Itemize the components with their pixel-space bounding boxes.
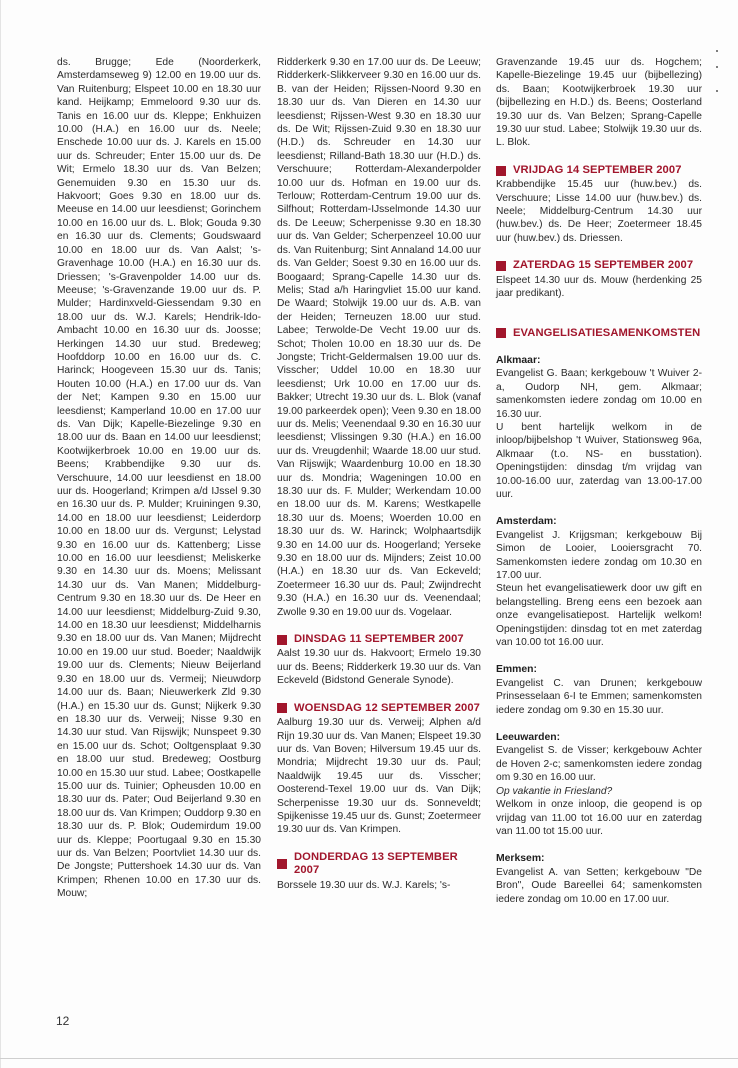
bottom-rule <box>0 1058 738 1059</box>
location-title-amsterdam: Amsterdam: <box>496 516 557 528</box>
margin-dot <box>716 66 718 68</box>
page-number: 12 <box>56 1014 70 1028</box>
heading-square-icon <box>496 166 506 176</box>
column-1 <box>57 56 261 901</box>
section-heading-evangelisatie <box>496 327 702 340</box>
column-2 <box>277 56 481 892</box>
leeuwarden-text-2: Op vakantie in Friesland? <box>496 785 613 797</box>
donderdag-text-continued: Gravenzande 19.45 uur ds. Hogchem; Kapelle-Biezelinge 19.45 uur (bijbellezing) ds. Baan; Kootwijkerbroek 19.30 uur (bijbellezing en H.D.) ds. Beens; Oosterland 19.30 uur ds. Van Belzen; Sprang-Capelle 19.30 uur stud. Labee; Stolwijk 19.30 uur ds. L. Blok. <box>496 57 702 149</box>
amsterdam-text-2: Steun het evangelisatiewerk door uw gift en belangstelling. Breng eens een bezoek aan onze evangelisatiepost. Hartelijk welkom! Openingstijden: dinsdag tot en met zaterdag van 10.00 tot 16.00 uur. <box>496 583 702 649</box>
donderdag-text: Borssele 19.30 uur ds. W.J. Karels; 's- <box>277 879 451 891</box>
heading-square-icon <box>277 635 287 645</box>
leeuwarden-text-1: Evangelist S. de Visser; kerkgebouw Achter de Hoven 2-c; samenkomsten iedere zondag om 9.30 en 16.00 uur. <box>496 745 702 784</box>
section-heading-donderdag <box>277 851 481 878</box>
location-title-merksem: Merksem: <box>496 853 545 865</box>
merksem-text: Evangelist A. van Setten; kerkgebouw "De Bron", Oude Bareellei 64; samenkomsten iedere zondag om 10.00 en 17.00 uur. <box>496 866 702 905</box>
section-heading-woensdag <box>277 702 481 715</box>
heading-label: DONDERDAG 13 SEPTEMBER 2007 <box>294 850 458 877</box>
heading-label: ZATERDAG 15 SEPTEMBER 2007 <box>513 259 694 272</box>
heading-square-icon <box>496 328 506 338</box>
heading-square-icon <box>277 859 287 869</box>
alkmaar-text-1: Evangelist G. Baan; kerkgebouw 't Wuiver 2-a, Oudorp NH, gem. Alkmaar; samenkomsten iedere zondag om 10.00 en 16.30 uur. <box>496 368 702 420</box>
location-title-alkmaar: Alkmaar: <box>496 354 541 366</box>
emmen-text: Evangelist C. van Drunen; kerkgebouw Prinsesselaan 6-I te Emmen; samenkomsten iedere zondag om 9.30 en 15.30 uur. <box>496 677 702 716</box>
heading-label: WOENSDAG 12 SEPTEMBER 2007 <box>294 701 481 714</box>
sunday-services-text-1: ds. Brugge; Ede (Noorderkerk, Amsterdamseweg 9) 12.00 en 19.00 uur ds. Van Ruitenburg; Elspeet 10.00 en 18.30 uur kand. Heijkamp; Emmeloord 9.30 uur ds. Tanis en 16.00 uur ds. Kleppe; Enkhuizen 10.00 (H.A.) en 16.00 uur ds. Neele; Enschede 10.00 uur ds. J. Karels en 15.00 uur ds. Schreuder; Enter 15.00 uur ds. De Wit; Ermelo 18.30 uur ds. Van Belzen; Genemuiden 9.30 en 15.30 uur ds. Hakvoort; Goes 9.30 en 18.00 uur ds. Meeuse en 14.00 uur leesdienst; Gorinchem 10.00 en 16.00 uur ds. L. Blok; Gouda 9.30 en 16.30 uur ds. Clements; Goudswaard 10.00 en 18.00 uur ds. Van Aalst; 's-Gravenhage 10.00 (H.A.) en 16.30 uur ds. Driessen; 's-Gravenpolder 14.00 uur ds. Meeuse; 's-Gravenzande 19.00 uur ds. P. Mulder; Hardinxveld-Giessendam 9.30 en 18.00 uur ds. W.J. Karels; Hendrik-Ido-Ambacht 10.00 en 16.30 uur ds. Joosse; Herkingen 14.30 uur stud. Bredeweg; Hoofddorp 10.00 en 16.00 uur ds. C. Harinck; Hoogeveen 15.30 uur ds. Tanis; Houten 10.00 (H.A.) en 17.00 uur ds. Van der Net; Kampen 9.30 en 15.00 uur leesdienst; Kamperland 10.00 en 17.00 uur ds. Van Dijk; Kapelle-Biezelinge 9.30 en 18.00 uur ds. Baan en 14.00 uur leesdienst; Kootwijkerbroek 10.00 en 19.00 uur ds. Beens; Krabbendijke 9.30 uur ds. Verschuure, 14.00 uur leesdienst en 18.00 uur ds. Hoogerland; Krimpen a/d IJssel 9.30 en 16.30 uur ds. P. Mulder; Kruiningen 9.30, 14.00 en 18.00 uur leesdienst; Leiderdorp 10.00 en 18.00 uur ds. Vergunst; Lelystad 9.30 en 16.00 uur ds. Kattenberg; Lisse 10.00 en 16.00 uur leesdienst; Meliskerke 9.30 en 14.30 uur ds. Moens; Melissant 14.30 uur ds. Van Manen; Middelburg-Centrum 9.30 en 18.30 uur ds. De Heer en 14.00 uur leesdienst; Middelburg-Zuid 9.30, 14.00 en 18.30 uur leesdienst; Middelharnis 9.30 en 18.00 uur ds. Van Manen; Mijdrecht 10.00 en 19.00 uur stud. Boeder; Naaldwijk 19.00 uur ds. Clements; Nieuw Beijerland 9.30 en 18.00 uur ds. Vermeij; Nieuwdorp 14.00 uur ds. Baan; Nieuwerkerk Zld 9.30 (H.A.) en 15.30 uur ds. Gunst; Nijkerk 9.30 en 18.30 uur ds. Verweij; Nisse 9.30 en 14.30 uur stud. Van Rijswijk; Nunspeet 9.30 en 15.00 uur ds. Schot; Ooltgensplaat 9.30 en 18.00 uur stud. Bredeweg; Oostburg 10.00 en 15.30 uur stud. Labee; Oostkapelle 15.00 uur ds. Tuinier; Opheusden 10.00 en 18.30 uur ds. Pater; Oud Beijerland 9.30 en 18.00 uur ds. Van Krimpen; Ouddorp 9.30 en 18.30 uur ds. P. Blok; Oudemirdum 19.00 uur ds. Kleppe; Poortugaal 9.30 en 15.30 uur ds. Van Belzen; Poortvliet 14.30 uur ds. De Jongste; Puttershoek 14.30 uur ds. Van Krimpen; Rhenen 10.00 en 17.30 uur ds. Mouw; <box>57 57 261 900</box>
zaterdag-text: Elspeet 14.30 uur ds. Mouw (herdenking 25 jaar predikant). <box>496 274 702 300</box>
heading-label: VRIJDAG 14 SEPTEMBER 2007 <box>513 163 682 176</box>
sunday-services-text-2: Ridderkerk 9.30 en 17.00 uur ds. De Leeuw; Ridderkerk-Slikkerveer 9.30 en 16.00 uur ds. B. van der Heiden; Rijssen-Noord 9.30 en 18.30 uur ds. Van Dieren en 14.30 uur leesdienst; Rijssen-West 9.30 en 18.30 uur ds. De Wit; Rijssen-Zuid 9.30 en 18.30 uur (H.D.) ds. Schreuder en 14.30 uur leesdienst; Rilland-Bath 18.30 uur (H.D.) ds. Verschuure; Rotterdam-Alexanderpolder 10.00 uur ds. Hofman en 19.00 uur ds. Terlouw; Rotterdam-Centrum 19.00 uur ds. Silfhout; Rotterdam-IJsselmonde 14.30 uur ds. De Leeuw; Scherpenisse 9.30 en 18.30 uur ds. Van Gelder; Scherpenzeel 10.00 uur ds. Van Ruitenburg; Sint Annaland 14.00 uur ds. Van Gelder; Soest 9.30 en 16.00 uur ds. Boogaard; Sprang-Capelle 14.30 uur ds. Melis; Stad a/h Haringvliet 15.00 uur kand. De Waard; Stolwijk 19.00 uur ds. A.B. van der Heiden; Terneuzen 18.00 uur stud. Labee; Terwolde-De Vecht 19.00 uur ds. Schot; Tholen 10.00 en 18.30 uur ds. De Jongste; Tricht-Geldermalsen 19.00 uur ds. Visscher; Uddel 10.00 en 18.30 uur leesdienst; Urk 10.00 en 17.00 uur ds. Bakker; Utrecht 19.30 uur ds. L. Blok (vanaf 19.00 parkeerdek open); Veen 9.30 en 18.00 uur ds. Melis; Veenendaal 9.30 en 16.30 uur leesdienst; Vlissingen 9.30 (H.A.) en 16.00 uur ds. Vreugdenhil; Waarde 18.00 uur stud. Van Rijswijk; Waardenburg 10.00 en 18.30 uur ds. Mondria; Wageningen 10.00 en 18.30 uur ds. F. Mulder; Werkendam 10.00 en 18.00 uur ds. M. Karens; Westkapelle 18.30 uur ds. Moens; Woerden 10.00 en 18.30 uur ds. W. Harinck; Wolphaartsdijk 9.30 en 14.00 uur ds. Hoogerland; Yerseke 9.30 en 18.00 uur ds. Mijnders; Zeist 10.00 (H.A.) en 18.30 uur ds. Van Eckeveld; Zoetermeer 16.30 uur ds. Paul; Zwijndrecht 9.30 (H.A.) en 16.30 uur ds. Veenendaal; Zwolle 9.30 en 19.00 uur ds. Vogelaar. <box>277 57 481 618</box>
heading-label: DINSDAG 11 SEPTEMBER 2007 <box>294 633 464 646</box>
margin-dot <box>716 90 718 92</box>
amsterdam-text-1: Evangelist J. Krijgsman; kerkgebouw Bij Simon de Looier, Looiersgracht 70. Samenkomsten iedere zondag om 10.30 en 17.00 uur. <box>496 529 702 581</box>
woensdag-text: Aalburg 19.30 uur ds. Verweij; Alphen a/d Rijn 19.30 uur ds. Van Manen; Elspeet 19.30 uur ds. Van Boven; Hilversum 19.45 uur ds. Mondria; Mijdrecht 19.30 uur ds. Paul; Naaldwijk 19.45 uur ds. Visscher; Oosterend-Texel 19.00 uur ds. Van Dijk; Scherpenisse 19.30 uur ds. Sonneveldt; Spijkenisse 19.45 uur ds. Gunst; Zoetermeer 19.30 uur ds. Van Krimpen. <box>277 717 481 836</box>
column-3 <box>496 56 702 906</box>
location-title-leeuwarden: Leeuwarden: <box>496 732 561 744</box>
vrijdag-text: Krabbendijke 15.45 uur (huw.bev.) ds. Verschuure; Lisse 14.00 uur (huw.bev.) ds. Neele; Middelburg-Centrum 14.30 uur (huw.bev.) ds. De Heer; Zoetermeer 18.45 uur (huw.bev.) ds. Driessen. <box>496 179 702 244</box>
alkmaar-text-2: U bent hartelijk welkom in de inloop/bijbelshop 't Wuiver, Stationsweg 96a, Alkmaar (t.o. NS- en busstation). Openingstijden: dinsdag t/m vrijdag van 10.00-16.00 uur, zaterdag van 13.00-17.00 uur. <box>496 421 702 500</box>
heading-square-icon <box>496 261 506 271</box>
section-heading-vrijdag <box>496 164 702 177</box>
section-heading-dinsdag <box>277 633 481 646</box>
location-title-emmen: Emmen: <box>496 664 537 676</box>
heading-label: EVANGELISATIESAMENKOMSTEN <box>513 326 701 339</box>
page-edge <box>0 0 1 1068</box>
margin-dot <box>716 50 718 52</box>
heading-square-icon <box>277 703 287 713</box>
leeuwarden-text-3: Welkom in onze inloop, die geopend is op vrijdag van 11.00 tot 16.00 uur en zaterdag van 11.00 tot 15.00 uur. <box>496 799 702 837</box>
section-heading-zaterdag <box>496 259 702 272</box>
dinsdag-text: Aalst 19.30 uur ds. Hakvoort; Ermelo 19.30 uur ds. Beens; Ridderkerk 19.30 uur ds. Van Eckeveld (Bidstond Generale Synode). <box>277 648 481 687</box>
